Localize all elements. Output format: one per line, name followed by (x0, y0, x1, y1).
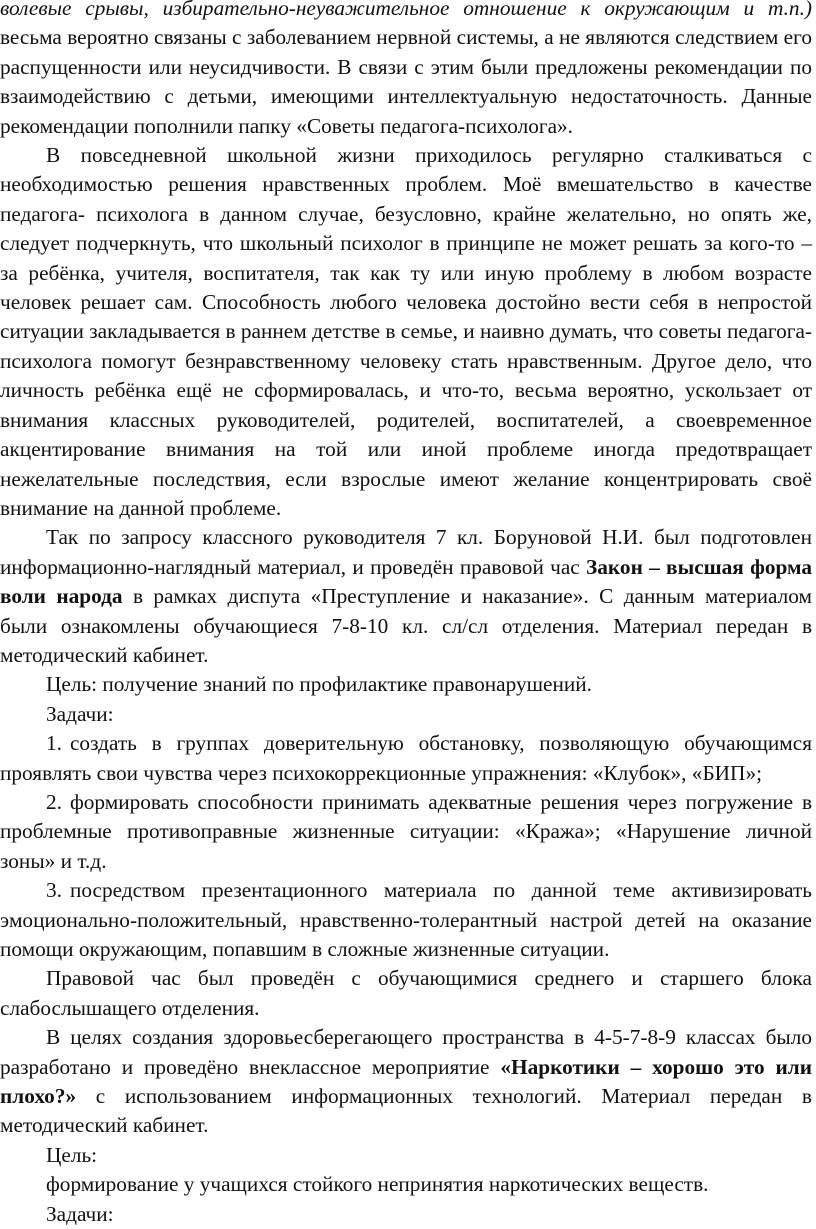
paragraph-legal-hour-held (0, 964, 812, 1023)
event-title-drugs: «Наркотики – хорошо это или плохо?» (0, 1054, 812, 1109)
paragraph-text: в рамках диспута «Преступление и наказание». С данным материалом были ознакомлены обучающиеся 7-8-10 кл. сл/сл отделения. Материал передан в методический кабинет. (0, 584, 812, 667)
task-number: 1. (46, 731, 62, 756)
paragraph-drugs-event (0, 1023, 812, 1141)
task-number: 3. (46, 878, 62, 903)
task-number: 2. (46, 789, 62, 814)
event-title-law: Закон – высшая форма воли народа (0, 554, 812, 609)
task-item-2 (0, 788, 812, 876)
paragraph-text: с использованием информационных технологий. Материал передан в методический кабинет. (0, 1084, 812, 1138)
task-text: создать в группах доверительную обстановку, позволяющую обучающимся проявлять свои чувства через психокоррекционные упражнения: «Клубок», «БИП»; (0, 731, 812, 785)
task-item-1 (0, 729, 812, 788)
paragraph-text: Правовой час был проведён с обучающимися среднего и старшего блока слабослышащего отделения. (0, 966, 812, 1020)
task-text: посредством презентационного материала по данной теме активизировать эмоционально-положительный, нравственно-толерантный настрой детей на оказание помощи окружающим, попавшим в сложные жизненные ситуации. (0, 878, 812, 961)
goal-line: Цель: получение знаний по профилактике правонарушений. (46, 672, 592, 697)
italic-fragment: волевые срывы, избирательно-неуважительное отношение к окружающим и т.п.) (0, 0, 812, 20)
paragraph-text: весьма вероятно связаны с заболеванием нервной системы, а не являются следствием его распущенности или неусидчивости. В связи с этим были предложены рекомендации по взаимодействию с детьми, имеющими интеллектуальную недостаточность. Данные рекомендации пополнили папку «Советы педагога-психолога». (0, 25, 812, 138)
paragraph-text: Так по запросу классного руководителя 7 кл. Боруновой Н.И. был подготовлен информационно-наглядный материал, и проведён правовой час (0, 525, 812, 579)
tasks-label: Задачи: (46, 701, 114, 726)
goal-text: формирование у учащихся стойкого непринятия наркотических веществ. (46, 1172, 709, 1197)
paragraph-moral-problems (0, 141, 812, 523)
paragraph-text: В целях создания здоровьесберегающего пространства в 4-5-7-8-9 классах было разработано и проведёно внеклассное мероприятие (0, 1025, 812, 1079)
paragraph-text: В повседневной школьной жизни приходилось регулярно сталкиваться с необходимостью решения нравственных проблем. Моё вмешательство в качестве педагога- психолога в данном случае, безусловно, крайне желательно, но опять же, следует подчеркнуть, что школьный психолог в принципе не может решать за кого-то – за ребёнка, учителя, воспитателя, так как ту или иную проблему в любом возрасте человек решает сам. Способность любого человека достойно вести себя в непростой ситуации закладывается в раннем детстве в семье, и наивно думать, что советы педагога-психолога помогут безнравственному человеку стать нравственным. Другое дело, что личность ребёнка ещё не сформировалась, и что-то, весьма вероятно, ускользает от внимания классных руководителей, родителей, воспитателей, а своевременное акцентирование внимания на той или иной проблеме иногда предотвращает нежелательные последствия, если взрослые имеют желание концентрировать своё внимание на данной проблеме. (0, 143, 812, 520)
tasks-label: Задачи: (46, 1201, 114, 1226)
task-item-3 (0, 876, 812, 964)
task-text: формировать способности принимать адекватные решения через погружение в проблемные противоправные жизненные ситуации: «Кража»; «Нарушение личной зоны» и т.д. (0, 789, 812, 873)
paragraph-intro (0, 0, 812, 141)
goal-label: Цель: (46, 1142, 98, 1167)
paragraph-legal-hour (0, 523, 812, 670)
